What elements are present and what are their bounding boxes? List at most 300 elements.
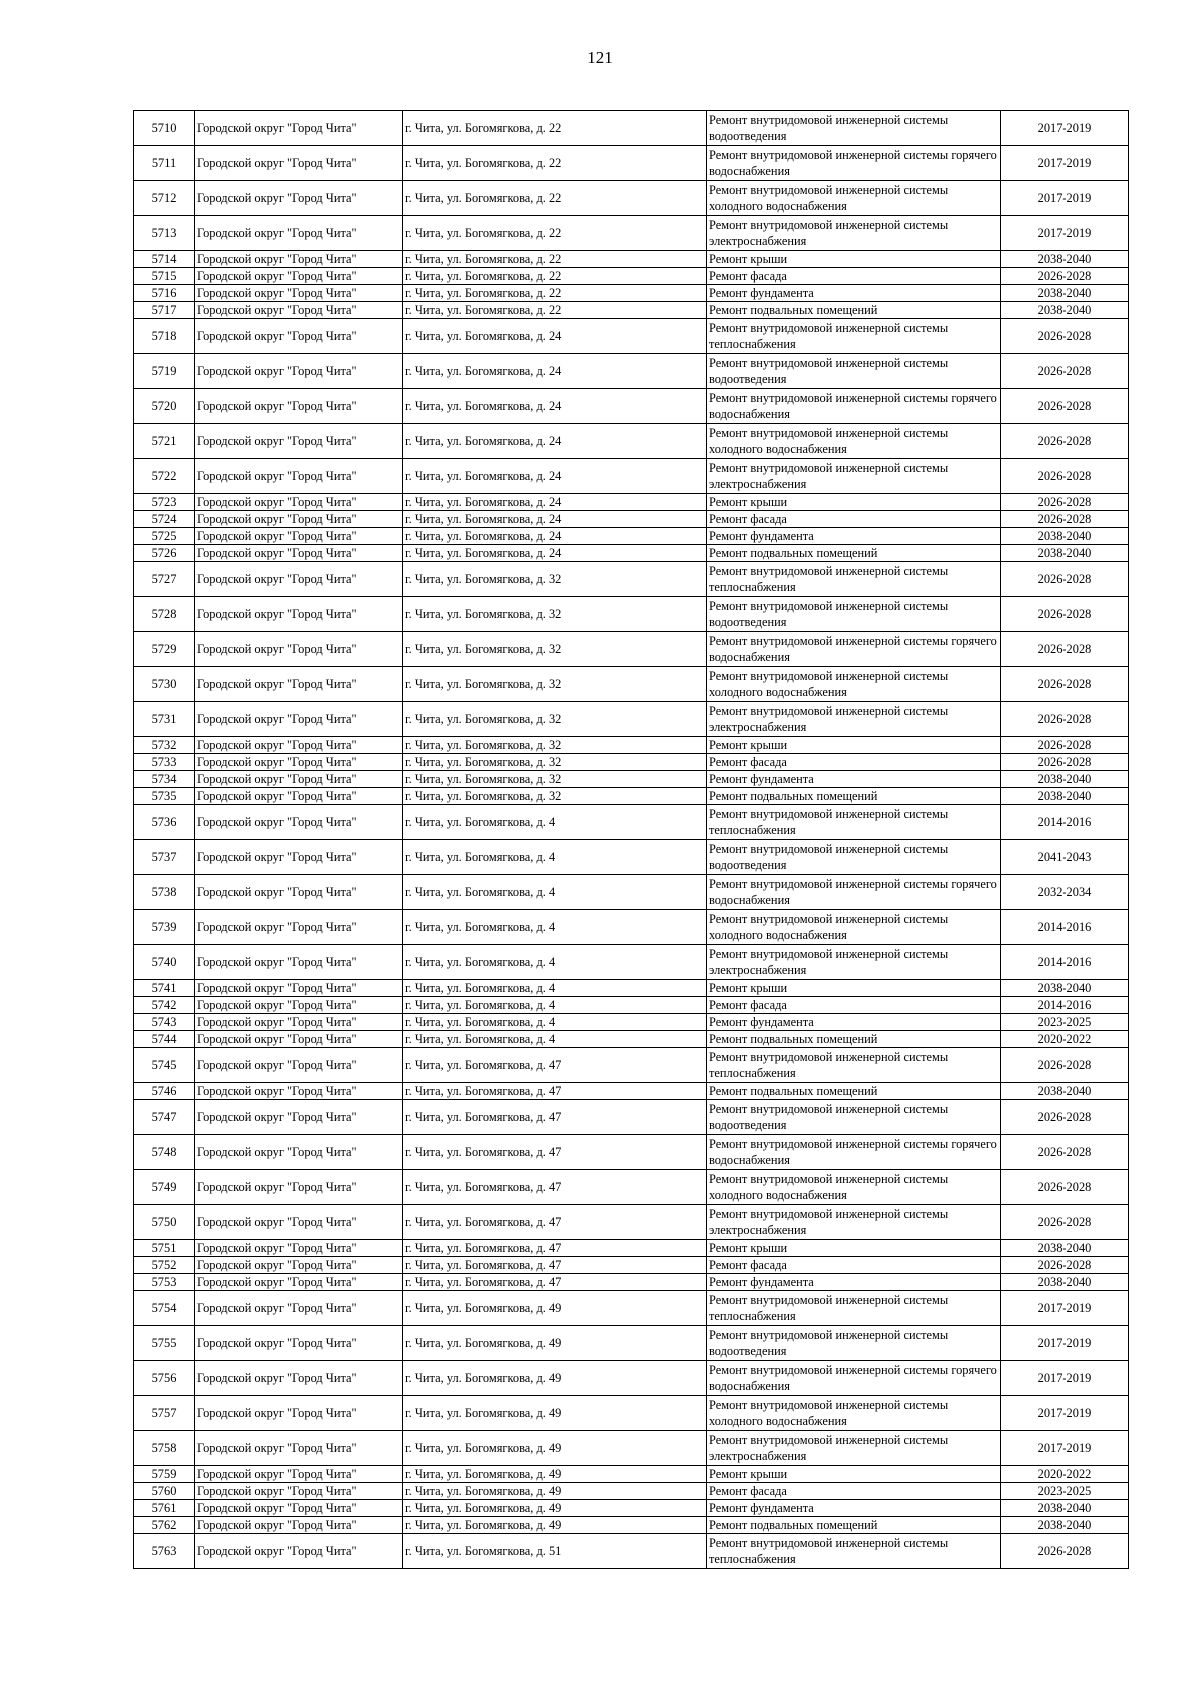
table-row — [134, 1500, 1129, 1517]
period-cell: 2026-2028 — [1001, 354, 1129, 389]
municipality-cell: Городской округ "Город Чита" — [195, 1083, 403, 1100]
work-type-cell: Ремонт внутридомовой инженерной системы водоотведения — [707, 354, 1001, 389]
municipality-cell: Городской округ "Город Чита" — [195, 910, 403, 945]
period-cell: 2017-2019 — [1001, 181, 1129, 216]
address-cell: г. Чита, ул. Богомягкова, д. 32 — [403, 702, 707, 737]
table-row — [134, 702, 1129, 737]
table-body — [134, 111, 1129, 1569]
address-cell: г. Чита, ул. Богомягкова, д. 32 — [403, 597, 707, 632]
table-row — [134, 528, 1129, 545]
table-row — [134, 771, 1129, 788]
row-number: 5738 — [134, 875, 195, 910]
municipality-cell: Городской округ "Город Чита" — [195, 771, 403, 788]
table-row — [134, 1100, 1129, 1135]
period-cell: 2038-2040 — [1001, 1517, 1129, 1534]
municipality-cell: Городской округ "Город Чита" — [195, 181, 403, 216]
row-number: 5761 — [134, 1500, 195, 1517]
work-type-cell: Ремонт внутридомовой инженерной системы электроснабжения — [707, 1431, 1001, 1466]
address-cell: г. Чита, ул. Богомягкова, д. 4 — [403, 1031, 707, 1048]
municipality-cell: Городской округ "Город Чита" — [195, 1483, 403, 1500]
table-row — [134, 1517, 1129, 1534]
table-row — [134, 146, 1129, 181]
row-number: 5753 — [134, 1274, 195, 1291]
work-type-cell: Ремонт внутридомовой инженерной системы электроснабжения — [707, 1205, 1001, 1240]
address-cell: г. Чита, ул. Богомягкова, д. 4 — [403, 840, 707, 875]
work-type-cell: Ремонт внутридомовой инженерной системы водоотведения — [707, 1100, 1001, 1135]
address-cell: г. Чита, ул. Богомягкова, д. 47 — [403, 1048, 707, 1083]
table-row — [134, 1326, 1129, 1361]
period-cell: 2020-2022 — [1001, 1466, 1129, 1483]
work-type-cell: Ремонт крыши — [707, 1240, 1001, 1257]
table-row — [134, 737, 1129, 754]
period-cell: 2026-2028 — [1001, 1205, 1129, 1240]
address-cell: г. Чита, ул. Богомягкова, д. 22 — [403, 111, 707, 146]
work-type-cell: Ремонт фасада — [707, 268, 1001, 285]
row-number: 5745 — [134, 1048, 195, 1083]
table-row — [134, 354, 1129, 389]
municipality-cell: Городской округ "Город Чита" — [195, 1431, 403, 1466]
row-number: 5716 — [134, 285, 195, 302]
work-type-cell: Ремонт подвальных помещений — [707, 302, 1001, 319]
table-row — [134, 459, 1129, 494]
address-cell: г. Чита, ул. Богомягкова, д. 4 — [403, 1014, 707, 1031]
address-cell: г. Чита, ул. Богомягкова, д. 47 — [403, 1135, 707, 1170]
table-row — [134, 1361, 1129, 1396]
period-cell: 2038-2040 — [1001, 788, 1129, 805]
municipality-cell: Городской округ "Город Чита" — [195, 459, 403, 494]
row-number: 5737 — [134, 840, 195, 875]
table-row — [134, 494, 1129, 511]
address-cell: г. Чита, ул. Богомягкова, д. 47 — [403, 1240, 707, 1257]
period-cell: 2038-2040 — [1001, 251, 1129, 268]
address-cell: г. Чита, ул. Богомягкова, д. 24 — [403, 459, 707, 494]
row-number: 5749 — [134, 1170, 195, 1205]
row-number: 5762 — [134, 1517, 195, 1534]
municipality-cell: Городской округ "Город Чита" — [195, 1031, 403, 1048]
municipality-cell: Городской округ "Город Чита" — [195, 424, 403, 459]
row-number: 5742 — [134, 997, 195, 1014]
period-cell: 2026-2028 — [1001, 702, 1129, 737]
municipality-cell: Городской округ "Город Чита" — [195, 1170, 403, 1205]
municipality-cell: Городской округ "Город Чита" — [195, 1100, 403, 1135]
period-cell: 2026-2028 — [1001, 1048, 1129, 1083]
work-type-cell: Ремонт внутридомовой инженерной системы теплоснабжения — [707, 319, 1001, 354]
table-row — [134, 667, 1129, 702]
work-type-cell: Ремонт фундамента — [707, 285, 1001, 302]
address-cell: г. Чита, ул. Богомягкова, д. 32 — [403, 632, 707, 667]
work-type-cell: Ремонт внутридомовой инженерной системы холодного водоснабжения — [707, 667, 1001, 702]
work-type-cell: Ремонт крыши — [707, 737, 1001, 754]
period-cell: 2017-2019 — [1001, 1361, 1129, 1396]
table-row — [134, 1534, 1129, 1569]
period-cell: 2038-2040 — [1001, 1500, 1129, 1517]
address-cell: г. Чита, ул. Богомягкова, д. 24 — [403, 424, 707, 459]
municipality-cell: Городской округ "Город Чита" — [195, 1014, 403, 1031]
table-row — [134, 562, 1129, 597]
row-number: 5727 — [134, 562, 195, 597]
table-row — [134, 1135, 1129, 1170]
municipality-cell: Городской округ "Город Чита" — [195, 302, 403, 319]
period-cell: 2026-2028 — [1001, 268, 1129, 285]
row-number: 5726 — [134, 545, 195, 562]
table-row — [134, 285, 1129, 302]
period-cell: 2038-2040 — [1001, 1083, 1129, 1100]
row-number: 5757 — [134, 1396, 195, 1431]
address-cell: г. Чита, ул. Богомягкова, д. 49 — [403, 1500, 707, 1517]
municipality-cell: Городской округ "Город Чита" — [195, 319, 403, 354]
table-row — [134, 1083, 1129, 1100]
address-cell: г. Чита, ул. Богомягкова, д. 51 — [403, 1534, 707, 1569]
work-type-cell: Ремонт фасада — [707, 1257, 1001, 1274]
period-cell: 2038-2040 — [1001, 302, 1129, 319]
row-number: 5723 — [134, 494, 195, 511]
work-type-cell: Ремонт внутридомовой инженерной системы водоотведения — [707, 840, 1001, 875]
table-row — [134, 1431, 1129, 1466]
address-cell: г. Чита, ул. Богомягкова, д. 47 — [403, 1274, 707, 1291]
table-row — [134, 181, 1129, 216]
address-cell: г. Чита, ул. Богомягкова, д. 24 — [403, 354, 707, 389]
row-number: 5724 — [134, 511, 195, 528]
period-cell: 2032-2034 — [1001, 875, 1129, 910]
table-row — [134, 319, 1129, 354]
work-type-cell: Ремонт внутридомовой инженерной системы горячего водоснабжения — [707, 389, 1001, 424]
table-row — [134, 389, 1129, 424]
row-number: 5715 — [134, 268, 195, 285]
address-cell: г. Чита, ул. Богомягкова, д. 4 — [403, 997, 707, 1014]
period-cell: 2014-2016 — [1001, 997, 1129, 1014]
row-number: 5746 — [134, 1083, 195, 1100]
address-cell: г. Чита, ул. Богомягкова, д. 47 — [403, 1205, 707, 1240]
work-type-cell: Ремонт внутридомовой инженерной системы холодного водоснабжения — [707, 1170, 1001, 1205]
work-type-cell: Ремонт внутридомовой инженерной системы горячего водоснабжения — [707, 146, 1001, 181]
table-row — [134, 251, 1129, 268]
work-type-cell: Ремонт внутридомовой инженерной системы электроснабжения — [707, 945, 1001, 980]
address-cell: г. Чита, ул. Богомягкова, д. 32 — [403, 562, 707, 597]
period-cell: 2026-2028 — [1001, 1257, 1129, 1274]
period-cell: 2026-2028 — [1001, 424, 1129, 459]
period-cell: 2026-2028 — [1001, 667, 1129, 702]
row-number: 5741 — [134, 980, 195, 997]
period-cell: 2038-2040 — [1001, 545, 1129, 562]
address-cell: г. Чита, ул. Богомягкова, д. 49 — [403, 1517, 707, 1534]
row-number: 5722 — [134, 459, 195, 494]
municipality-cell: Городской округ "Город Чита" — [195, 788, 403, 805]
period-cell: 2026-2028 — [1001, 562, 1129, 597]
period-cell: 2017-2019 — [1001, 1431, 1129, 1466]
municipality-cell: Городской округ "Город Чита" — [195, 494, 403, 511]
work-type-cell: Ремонт внутридомовой инженерной системы водоотведения — [707, 111, 1001, 146]
period-cell: 2026-2028 — [1001, 754, 1129, 771]
period-cell: 2020-2022 — [1001, 1031, 1129, 1048]
municipality-cell: Городской округ "Город Чита" — [195, 805, 403, 840]
period-cell: 2017-2019 — [1001, 1326, 1129, 1361]
work-type-cell: Ремонт внутридомовой инженерной системы горячего водоснабжения — [707, 1135, 1001, 1170]
work-type-cell: Ремонт фундамента — [707, 528, 1001, 545]
municipality-cell: Городской округ "Город Чита" — [195, 840, 403, 875]
municipality-cell: Городской округ "Город Чита" — [195, 1291, 403, 1326]
work-type-cell: Ремонт внутридомовой инженерной системы холодного водоснабжения — [707, 181, 1001, 216]
row-number: 5748 — [134, 1135, 195, 1170]
period-cell: 2038-2040 — [1001, 1240, 1129, 1257]
table-row — [134, 511, 1129, 528]
row-number: 5734 — [134, 771, 195, 788]
address-cell: г. Чита, ул. Богомягкова, д. 49 — [403, 1396, 707, 1431]
row-number: 5714 — [134, 251, 195, 268]
address-cell: г. Чита, ул. Богомягкова, д. 24 — [403, 319, 707, 354]
table-row — [134, 111, 1129, 146]
municipality-cell: Городской округ "Город Чита" — [195, 754, 403, 771]
period-cell: 2026-2028 — [1001, 1170, 1129, 1205]
work-type-cell: Ремонт внутридомовой инженерной системы теплоснабжения — [707, 805, 1001, 840]
address-cell: г. Чита, ул. Богомягкова, д. 24 — [403, 511, 707, 528]
work-type-cell: Ремонт фундамента — [707, 771, 1001, 788]
table-row — [134, 1205, 1129, 1240]
address-cell: г. Чита, ул. Богомягкова, д. 49 — [403, 1483, 707, 1500]
address-cell: г. Чита, ул. Богомягкова, д. 47 — [403, 1257, 707, 1274]
address-cell: г. Чита, ул. Богомягкова, д. 4 — [403, 980, 707, 997]
row-number: 5750 — [134, 1205, 195, 1240]
work-type-cell: Ремонт подвальных помещений — [707, 1517, 1001, 1534]
municipality-cell: Городской округ "Город Чита" — [195, 1396, 403, 1431]
address-cell: г. Чита, ул. Богомягкова, д. 32 — [403, 737, 707, 754]
row-number: 5731 — [134, 702, 195, 737]
page-number: 121 — [587, 48, 613, 67]
row-number: 5729 — [134, 632, 195, 667]
address-cell: г. Чита, ул. Богомягкова, д. 24 — [403, 528, 707, 545]
period-cell: 2014-2016 — [1001, 945, 1129, 980]
work-type-cell: Ремонт внутридомовой инженерной системы электроснабжения — [707, 702, 1001, 737]
row-number: 5730 — [134, 667, 195, 702]
period-cell: 2026-2028 — [1001, 632, 1129, 667]
row-number: 5744 — [134, 1031, 195, 1048]
municipality-cell: Городской округ "Город Чита" — [195, 146, 403, 181]
table-row — [134, 788, 1129, 805]
table-row — [134, 980, 1129, 997]
row-number: 5711 — [134, 146, 195, 181]
period-cell: 2017-2019 — [1001, 111, 1129, 146]
row-number: 5739 — [134, 910, 195, 945]
period-cell: 2026-2028 — [1001, 319, 1129, 354]
municipality-cell: Городской округ "Город Чита" — [195, 1205, 403, 1240]
municipality-cell: Городской округ "Город Чита" — [195, 389, 403, 424]
municipality-cell: Городской округ "Город Чита" — [195, 1048, 403, 1083]
municipality-cell: Городской округ "Город Чита" — [195, 545, 403, 562]
row-number: 5754 — [134, 1291, 195, 1326]
work-type-cell: Ремонт крыши — [707, 251, 1001, 268]
address-cell: г. Чита, ул. Богомягкова, д. 47 — [403, 1170, 707, 1205]
table-row — [134, 1031, 1129, 1048]
municipality-cell: Городской округ "Город Чита" — [195, 945, 403, 980]
table-row — [134, 1396, 1129, 1431]
period-cell: 2026-2028 — [1001, 511, 1129, 528]
table-row — [134, 1170, 1129, 1205]
municipality-cell: Городской округ "Город Чита" — [195, 1257, 403, 1274]
period-cell: 2017-2019 — [1001, 146, 1129, 181]
municipality-cell: Городской округ "Город Чита" — [195, 1534, 403, 1569]
municipality-cell: Городской округ "Город Чита" — [195, 737, 403, 754]
address-cell: г. Чита, ул. Богомягкова, д. 24 — [403, 545, 707, 562]
row-number: 5720 — [134, 389, 195, 424]
municipality-cell: Городской округ "Город Чита" — [195, 1326, 403, 1361]
period-cell: 2038-2040 — [1001, 1274, 1129, 1291]
row-number: 5751 — [134, 1240, 195, 1257]
work-type-cell: Ремонт подвальных помещений — [707, 545, 1001, 562]
period-cell: 2017-2019 — [1001, 1291, 1129, 1326]
work-type-cell: Ремонт крыши — [707, 494, 1001, 511]
period-cell: 2026-2028 — [1001, 737, 1129, 754]
period-cell: 2038-2040 — [1001, 771, 1129, 788]
table-row — [134, 1014, 1129, 1031]
table-row — [134, 910, 1129, 945]
table-row — [134, 997, 1129, 1014]
address-cell: г. Чита, ул. Богомягкова, д. 22 — [403, 216, 707, 251]
row-number: 5752 — [134, 1257, 195, 1274]
work-type-cell: Ремонт фундамента — [707, 1014, 1001, 1031]
table-row — [134, 424, 1129, 459]
municipality-cell: Городской округ "Город Чита" — [195, 216, 403, 251]
municipality-cell: Городской округ "Город Чита" — [195, 1517, 403, 1534]
row-number: 5732 — [134, 737, 195, 754]
address-cell: г. Чита, ул. Богомягкова, д. 49 — [403, 1326, 707, 1361]
period-cell: 2017-2019 — [1001, 216, 1129, 251]
row-number: 5736 — [134, 805, 195, 840]
municipality-cell: Городской округ "Город Чита" — [195, 251, 403, 268]
table-row — [134, 945, 1129, 980]
table-row — [134, 875, 1129, 910]
municipality-cell: Городской округ "Город Чита" — [195, 875, 403, 910]
period-cell: 2023-2025 — [1001, 1014, 1129, 1031]
row-number: 5755 — [134, 1326, 195, 1361]
municipality-cell: Городской округ "Город Чита" — [195, 667, 403, 702]
municipality-cell: Городской округ "Город Чита" — [195, 632, 403, 667]
table-row — [134, 1274, 1129, 1291]
row-number: 5743 — [134, 1014, 195, 1031]
work-type-cell: Ремонт фасада — [707, 511, 1001, 528]
work-type-cell: Ремонт внутридомовой инженерной системы электроснабжения — [707, 459, 1001, 494]
table-row — [134, 1240, 1129, 1257]
period-cell: 2026-2028 — [1001, 389, 1129, 424]
period-cell: 2038-2040 — [1001, 980, 1129, 997]
work-type-cell: Ремонт внутридомовой инженерной системы теплоснабжения — [707, 1291, 1001, 1326]
address-cell: г. Чита, ул. Богомягкова, д. 22 — [403, 146, 707, 181]
municipality-cell: Городской округ "Город Чита" — [195, 1361, 403, 1396]
period-cell: 2041-2043 — [1001, 840, 1129, 875]
address-cell: г. Чита, ул. Богомягкова, д. 22 — [403, 181, 707, 216]
row-number: 5756 — [134, 1361, 195, 1396]
table-row — [134, 1048, 1129, 1083]
row-number: 5713 — [134, 216, 195, 251]
row-number: 5718 — [134, 319, 195, 354]
row-number: 5735 — [134, 788, 195, 805]
work-type-cell: Ремонт внутридомовой инженерной системы теплоснабжения — [707, 1534, 1001, 1569]
row-number: 5717 — [134, 302, 195, 319]
table-row — [134, 1257, 1129, 1274]
municipality-cell: Городской округ "Город Чита" — [195, 1135, 403, 1170]
table-row — [134, 632, 1129, 667]
address-cell: г. Чита, ул. Богомягкова, д. 4 — [403, 875, 707, 910]
municipality-cell: Городской округ "Город Чита" — [195, 111, 403, 146]
municipality-cell: Городской округ "Город Чита" — [195, 268, 403, 285]
work-type-cell: Ремонт подвальных помещений — [707, 788, 1001, 805]
period-cell: 2014-2016 — [1001, 805, 1129, 840]
period-cell: 2038-2040 — [1001, 528, 1129, 545]
work-type-cell: Ремонт внутридомовой инженерной системы холодного водоснабжения — [707, 424, 1001, 459]
municipality-cell: Городской округ "Город Чита" — [195, 562, 403, 597]
municipality-cell: Городской округ "Город Чита" — [195, 1274, 403, 1291]
address-cell: г. Чита, ул. Богомягкова, д. 24 — [403, 494, 707, 511]
address-cell: г. Чита, ул. Богомягкова, д. 32 — [403, 754, 707, 771]
address-cell: г. Чита, ул. Богомягкова, д. 22 — [403, 268, 707, 285]
period-cell: 2017-2019 — [1001, 1396, 1129, 1431]
municipality-cell: Городской округ "Город Чита" — [195, 997, 403, 1014]
row-number: 5758 — [134, 1431, 195, 1466]
repair-schedule-table — [133, 110, 1129, 1569]
municipality-cell: Городской округ "Город Чита" — [195, 980, 403, 997]
table-row — [134, 597, 1129, 632]
address-cell: г. Чита, ул. Богомягкова, д. 49 — [403, 1431, 707, 1466]
municipality-cell: Городской округ "Город Чита" — [195, 354, 403, 389]
municipality-cell: Городской округ "Город Чита" — [195, 528, 403, 545]
address-cell: г. Чита, ул. Богомягкова, д. 4 — [403, 945, 707, 980]
work-type-cell: Ремонт фасада — [707, 997, 1001, 1014]
address-cell: г. Чита, ул. Богомягкова, д. 49 — [403, 1466, 707, 1483]
row-number: 5763 — [134, 1534, 195, 1569]
work-type-cell: Ремонт внутридомовой инженерной системы водоотведения — [707, 597, 1001, 632]
work-type-cell: Ремонт фундамента — [707, 1500, 1001, 1517]
work-type-cell: Ремонт внутридомовой инженерной системы теплоснабжения — [707, 1048, 1001, 1083]
municipality-cell: Городской округ "Город Чита" — [195, 1240, 403, 1257]
municipality-cell: Городской округ "Город Чита" — [195, 511, 403, 528]
work-type-cell: Ремонт фасада — [707, 754, 1001, 771]
table-row — [134, 1291, 1129, 1326]
table-row — [134, 1466, 1129, 1483]
work-type-cell: Ремонт внутридомовой инженерной системы горячего водоснабжения — [707, 632, 1001, 667]
table-row — [134, 754, 1129, 771]
period-cell: 2026-2028 — [1001, 494, 1129, 511]
period-cell: 2026-2028 — [1001, 1100, 1129, 1135]
period-cell: 2026-2028 — [1001, 459, 1129, 494]
municipality-cell: Городской округ "Город Чита" — [195, 702, 403, 737]
work-type-cell: Ремонт крыши — [707, 980, 1001, 997]
work-type-cell: Ремонт внутридомовой инженерной системы горячего водоснабжения — [707, 1361, 1001, 1396]
work-type-cell: Ремонт подвальных помещений — [707, 1031, 1001, 1048]
address-cell: г. Чита, ул. Богомягкова, д. 49 — [403, 1291, 707, 1326]
table-row — [134, 216, 1129, 251]
table-row — [134, 805, 1129, 840]
row-number: 5760 — [134, 1483, 195, 1500]
period-cell: 2026-2028 — [1001, 1135, 1129, 1170]
address-cell: г. Чита, ул. Богомягкова, д. 47 — [403, 1083, 707, 1100]
row-number: 5728 — [134, 597, 195, 632]
address-cell: г. Чита, ул. Богомягкова, д. 32 — [403, 771, 707, 788]
row-number: 5747 — [134, 1100, 195, 1135]
address-cell: г. Чита, ул. Богомягкова, д. 4 — [403, 910, 707, 945]
address-cell: г. Чита, ул. Богомягкова, д. 22 — [403, 251, 707, 268]
work-type-cell: Ремонт внутридомовой инженерной системы теплоснабжения — [707, 562, 1001, 597]
row-number: 5740 — [134, 945, 195, 980]
table-row — [134, 1483, 1129, 1500]
work-type-cell: Ремонт внутридомовой инженерной системы холодного водоснабжения — [707, 1396, 1001, 1431]
work-type-cell: Ремонт фундамента — [707, 1274, 1001, 1291]
table-row — [134, 840, 1129, 875]
row-number: 5721 — [134, 424, 195, 459]
row-number: 5725 — [134, 528, 195, 545]
work-type-cell: Ремонт подвальных помещений — [707, 1083, 1001, 1100]
row-number: 5712 — [134, 181, 195, 216]
address-cell: г. Чита, ул. Богомягкова, д. 24 — [403, 389, 707, 424]
address-cell: г. Чита, ул. Богомягкова, д. 22 — [403, 302, 707, 319]
work-type-cell: Ремонт внутридомовой инженерной системы холодного водоснабжения — [707, 910, 1001, 945]
